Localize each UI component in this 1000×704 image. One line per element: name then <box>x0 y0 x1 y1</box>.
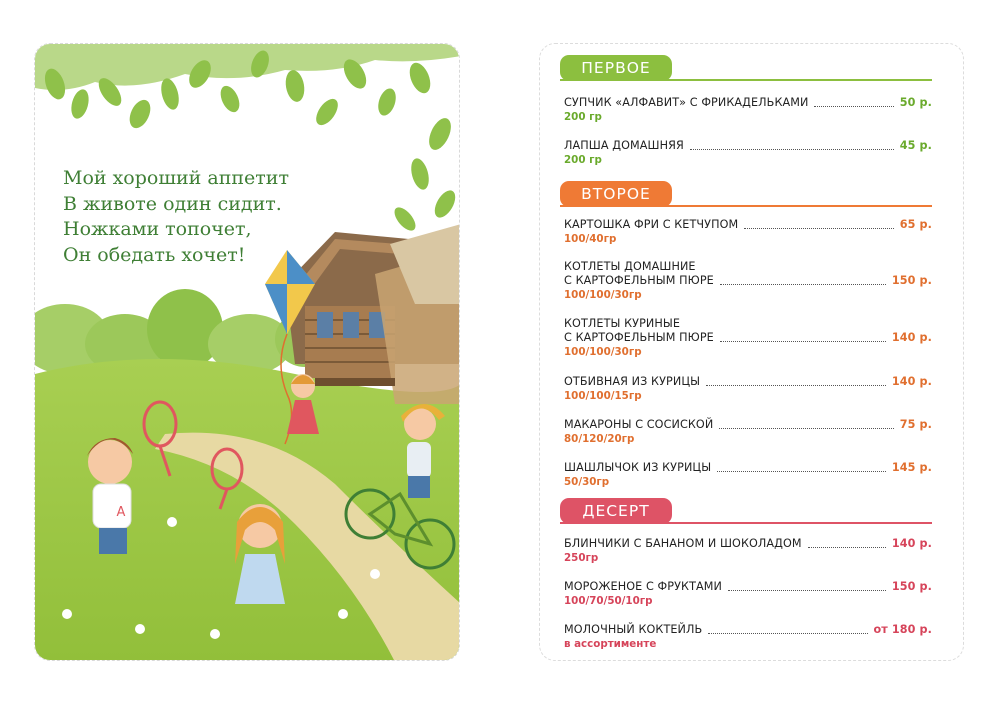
item-price: 150 р. <box>891 274 932 287</box>
section-title: ПЕРВОЕ <box>560 55 672 81</box>
leader-dots <box>744 228 893 229</box>
item-price: 50 р. <box>899 96 932 109</box>
item-price: 65 р. <box>899 218 932 231</box>
item-weight: 100/40гр <box>564 233 617 245</box>
item-name: ОТБИВНАЯ ИЗ КУРИЦЫ <box>564 375 701 388</box>
leader-dots <box>719 428 893 429</box>
item-name: БЛИНЧИКИ С БАНАНОМ И ШОКОЛАДОМ <box>564 537 802 550</box>
leader-dots <box>720 341 886 342</box>
menu-item <box>564 580 932 608</box>
menu-item <box>564 139 932 167</box>
item-weight: в ассортименте <box>564 638 657 650</box>
item-price: 140 р. <box>891 375 932 388</box>
item-weight: 100/100/15гр <box>564 390 642 402</box>
item-weight: 100/100/30гр <box>564 346 642 358</box>
item-name: КОТЛЕТЫ КУРИНЫЕ С КАРТОФЕЛЬНЫМ ПЮРЕ <box>564 317 714 344</box>
poem <box>63 166 363 268</box>
menu-item <box>564 317 932 359</box>
leader-dots <box>814 106 893 107</box>
item-price: 75 р. <box>899 418 932 431</box>
item-name: СУПЧИК «АЛФАВИТ» С ФРИКАДЕЛЬКАМИ <box>564 96 809 109</box>
menu-item <box>564 418 932 446</box>
menu-item <box>564 260 932 302</box>
menu-item <box>564 461 932 489</box>
menu-item <box>564 96 932 124</box>
leader-dots <box>708 633 867 634</box>
item-price: 140 р. <box>891 537 932 550</box>
poem-line: Мой хороший аппетит <box>63 167 289 189</box>
item-price: 150 р. <box>891 580 932 593</box>
item-weight: 100/70/50/10гр <box>564 595 653 607</box>
item-weight: 80/120/20гр <box>564 433 635 445</box>
section-header-first <box>560 55 932 79</box>
poem-line: Ножками топочет, <box>63 218 252 240</box>
menu-item <box>564 623 932 651</box>
section-header-second <box>560 181 932 205</box>
item-name: ШАШЛЫЧОК ИЗ КУРИЦЫ <box>564 461 712 474</box>
poem-line: Он обедать хочет! <box>63 243 246 266</box>
item-weight: 200 гр <box>564 111 602 123</box>
item-name: МОРОЖЕНОЕ С ФРУКТАМИ <box>564 580 722 593</box>
item-weight: 50/30гр <box>564 476 610 488</box>
summer-scene-illustration <box>35 44 460 661</box>
section-title: ДЕСЕРТ <box>560 498 672 524</box>
menu-card <box>539 43 964 661</box>
section-header-dessert <box>560 498 932 522</box>
item-name: ЛАПША ДОМАШНЯЯ <box>564 139 684 152</box>
leader-dots <box>728 590 886 591</box>
shirt-letter: А <box>116 505 126 520</box>
item-weight: 100/100/30гр <box>564 289 642 301</box>
poem-line: В животе один сидит. <box>63 192 282 215</box>
leader-dots <box>690 149 894 150</box>
item-name: КОТЛЕТЫ ДОМАШНИЕ С КАРТОФЕЛЬНЫМ ПЮРЕ <box>564 260 714 287</box>
item-price: 45 р. <box>899 139 932 152</box>
leader-dots <box>808 547 886 548</box>
item-weight: 200 гр <box>564 154 602 166</box>
item-name: МАКАРОНЫ С СОСИСКОЙ <box>564 418 714 431</box>
item-price: 145 р. <box>891 461 932 474</box>
section-divider <box>560 79 932 81</box>
leader-dots <box>720 284 886 285</box>
section-title: ВТОРОЕ <box>560 181 672 207</box>
menu-item <box>564 537 932 565</box>
item-name: КАРТОШКА ФРИ С КЕТЧУПОМ <box>564 218 739 231</box>
leader-dots <box>717 471 886 472</box>
menu-item <box>564 218 932 246</box>
section-divider <box>560 522 932 524</box>
leader-dots <box>706 385 886 386</box>
menu-item <box>564 375 932 403</box>
item-price: от 180 р. <box>873 623 932 636</box>
item-name: МОЛОЧНЫЙ КОКТЕЙЛЬ <box>564 623 703 636</box>
section-divider <box>560 205 932 207</box>
illustration-card <box>34 43 460 661</box>
item-price: 140 р. <box>891 331 932 344</box>
item-weight: 250гр <box>564 552 599 564</box>
